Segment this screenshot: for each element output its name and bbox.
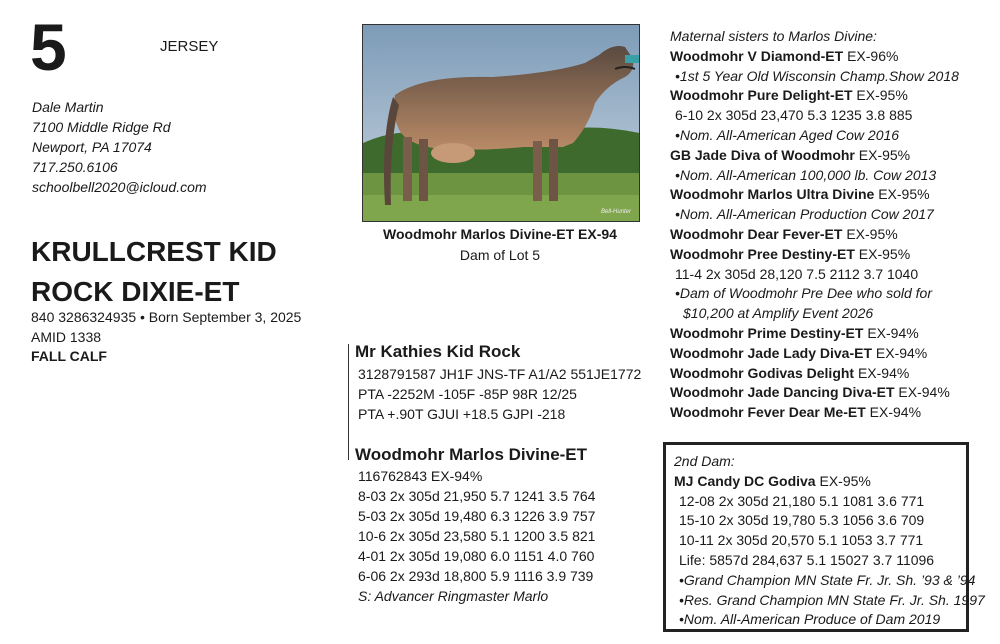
second-dam-name: MJ Candy DC Godiva xyxy=(674,472,816,489)
sister-note: $10,200 at Amplify Event 2026 xyxy=(683,305,874,322)
animal-class: FALL CALF xyxy=(31,348,107,364)
sister-entry xyxy=(670,403,990,423)
sister-score: EX-95% xyxy=(874,186,930,203)
sister-entry xyxy=(670,86,990,106)
sister-entry xyxy=(670,383,990,403)
sister-entry xyxy=(670,344,990,364)
sister-score: EX-95% xyxy=(854,245,911,262)
sister-entry xyxy=(670,225,990,245)
sister-name: Woodmohr Prime Destiny-ET xyxy=(670,324,864,341)
sister-name: Woodmohr Pree Destiny-ET xyxy=(670,245,855,262)
sister-score: EX-94% xyxy=(854,364,910,381)
sire-line: 3128791587 JH1F JNS-TF A1/A2 551JE1772 xyxy=(358,366,642,382)
maternal-sisters xyxy=(670,27,990,423)
consignor-email: schoolbell2020@icloud.com xyxy=(32,179,207,195)
sister-record: 6-10 2x 305d 23,470 5.3 1235 3.8 885 xyxy=(675,107,913,124)
animal-amid: AMID 1338 xyxy=(31,328,102,345)
consignor-phone: 717.250.6106 xyxy=(32,159,118,175)
animal-name xyxy=(31,232,331,312)
sister-entry xyxy=(670,146,990,166)
sister-score: EX-94% xyxy=(872,344,928,361)
sister-name: Woodmohr Jade Dancing Diva-ET xyxy=(670,384,895,401)
dam-record: 4-01 2x 305d 19,080 6.0 1151 4.0 760 xyxy=(358,548,595,564)
sire-name: Mr Kathies Kid Rock xyxy=(355,342,521,361)
sister-name: GB Jade Diva of Woodmohr xyxy=(670,146,855,163)
sisters-list xyxy=(670,47,990,423)
sister-entry xyxy=(670,324,990,344)
sister-score: EX-95% xyxy=(842,225,898,242)
sister-name: Woodmohr V Diamond-ET xyxy=(670,47,844,64)
cow-photo xyxy=(362,24,640,222)
sister-entry xyxy=(670,245,990,265)
dam-record: 8-03 2x 305d 21,950 5.7 1241 3.5 764 xyxy=(358,488,596,504)
second-dam-note: •Res. Grand Champion MN State Fr. Jr. Sh. 1997 xyxy=(679,591,985,608)
breed-label: JERSEY xyxy=(160,38,219,55)
sister-score: EX-94% xyxy=(865,404,922,421)
animal-details xyxy=(31,308,301,367)
second-dam-score: EX-95% xyxy=(815,472,871,489)
sister-note: •Dam of Woodmohr Pre Dee who sold for xyxy=(675,285,933,302)
sister-score: EX-95% xyxy=(854,146,911,163)
sister-name: Woodmohr Pure Delight-ET xyxy=(670,87,853,104)
second-dam-note: •Grand Champion MN State Fr. Jr. Sh. ’93 & ’94 xyxy=(679,571,976,588)
consignor-address-line-1: 7100 Middle Ridge Rd xyxy=(32,119,171,135)
sister-note: •Nom. All-American Aged Cow 2016 xyxy=(675,126,900,143)
sisters-intro: Maternal sisters to Marlos Divine: xyxy=(670,28,877,44)
sister-entry xyxy=(670,185,990,205)
dam-record: 10-6 2x 305d 23,580 5.1 1200 3.5 821 xyxy=(358,528,596,544)
sister-score: EX-94% xyxy=(894,384,950,401)
sister-name: Woodmohr Dear Fever-ET xyxy=(670,225,843,242)
animal-name-line-1: KRULLCREST KID xyxy=(31,236,277,267)
sire-line: PTA +.90T GJUI +18.5 GJPI -218 xyxy=(358,406,566,422)
second-dam-record: 10-11 2x 305d 20,570 5.1 1053 3.7 771 xyxy=(679,532,924,549)
sire-of-dam: S: Advancer Ringmaster Marlo xyxy=(358,588,549,604)
sister-name: Woodmohr Fever Dear Me-ET xyxy=(670,404,866,421)
consignor-address-line-2: Newport, PA 17074 xyxy=(32,139,152,155)
dam-record: 5-03 2x 305d 19,480 6.3 1226 3.9 757 xyxy=(358,508,596,524)
sister-note: •1st 5 Year Old Wisconsin Champ.Show 2018 xyxy=(675,67,959,84)
consignor-name: Dale Martin xyxy=(32,99,104,115)
second-dam-note: •Nom. All-American Produce of Dam 2019 xyxy=(679,611,941,628)
sister-entry xyxy=(670,364,990,384)
lot-number: 5 xyxy=(30,10,66,84)
second-dam-box xyxy=(663,442,985,632)
dam-record: 6-06 2x 293d 18,800 5.9 1116 3.9 739 xyxy=(358,568,594,584)
photo-caption: Woodmohr Marlos Divine-ET EX-94 xyxy=(383,226,617,242)
photo-credit: Bell-Hunter xyxy=(601,209,632,215)
sire-line: PTA -2252M -105F -85P 98R 12/25 xyxy=(358,386,577,402)
animal-name-line-2: ROCK DIXIE-ET xyxy=(31,276,240,307)
sire-details xyxy=(358,364,641,424)
sister-entry xyxy=(670,47,990,67)
sister-name: Woodmohr Jade Lady Diva-ET xyxy=(670,344,872,361)
pedigree-bracket xyxy=(348,344,349,460)
dam-line: 116762843 EX-94% xyxy=(358,468,483,484)
second-dam-lifetime: Life: 5857d 284,637 5.1 15027 3.7 11096 xyxy=(679,551,935,568)
consignor-contact xyxy=(32,97,207,197)
second-dam-record: 15-10 2x 305d 19,780 5.3 1056 3.6 709 xyxy=(679,512,925,529)
sister-score: EX-95% xyxy=(852,87,908,104)
sister-score: EX-96% xyxy=(843,47,899,64)
sister-score: EX-94% xyxy=(863,324,919,341)
second-dam-heading xyxy=(674,472,966,492)
second-dam-label: 2nd Dam: xyxy=(674,453,735,469)
dam-name: Woodmohr Marlos Divine-ET xyxy=(355,445,588,464)
second-dam-record: 12-08 2x 305d 21,180 5.1 1081 3.6 771 xyxy=(679,492,925,509)
animal-id-born: 840 3286324935 • Born September 3, 2025 xyxy=(31,309,302,325)
sister-record: 11-4 2x 305d 28,120 7.5 2112 3.7 1040 xyxy=(675,265,919,282)
sister-name: Woodmohr Marlos Ultra Divine xyxy=(670,186,875,203)
sister-note: •Nom. All-American Production Cow 2017 xyxy=(675,206,934,223)
dam-details xyxy=(358,466,595,606)
photo-caption-sub: Dam of Lot 5 xyxy=(459,247,541,263)
sister-name: Woodmohr Godivas Delight xyxy=(670,364,855,381)
sister-note: •Nom. All-American 100,000 lb. Cow 2013 xyxy=(675,166,937,183)
